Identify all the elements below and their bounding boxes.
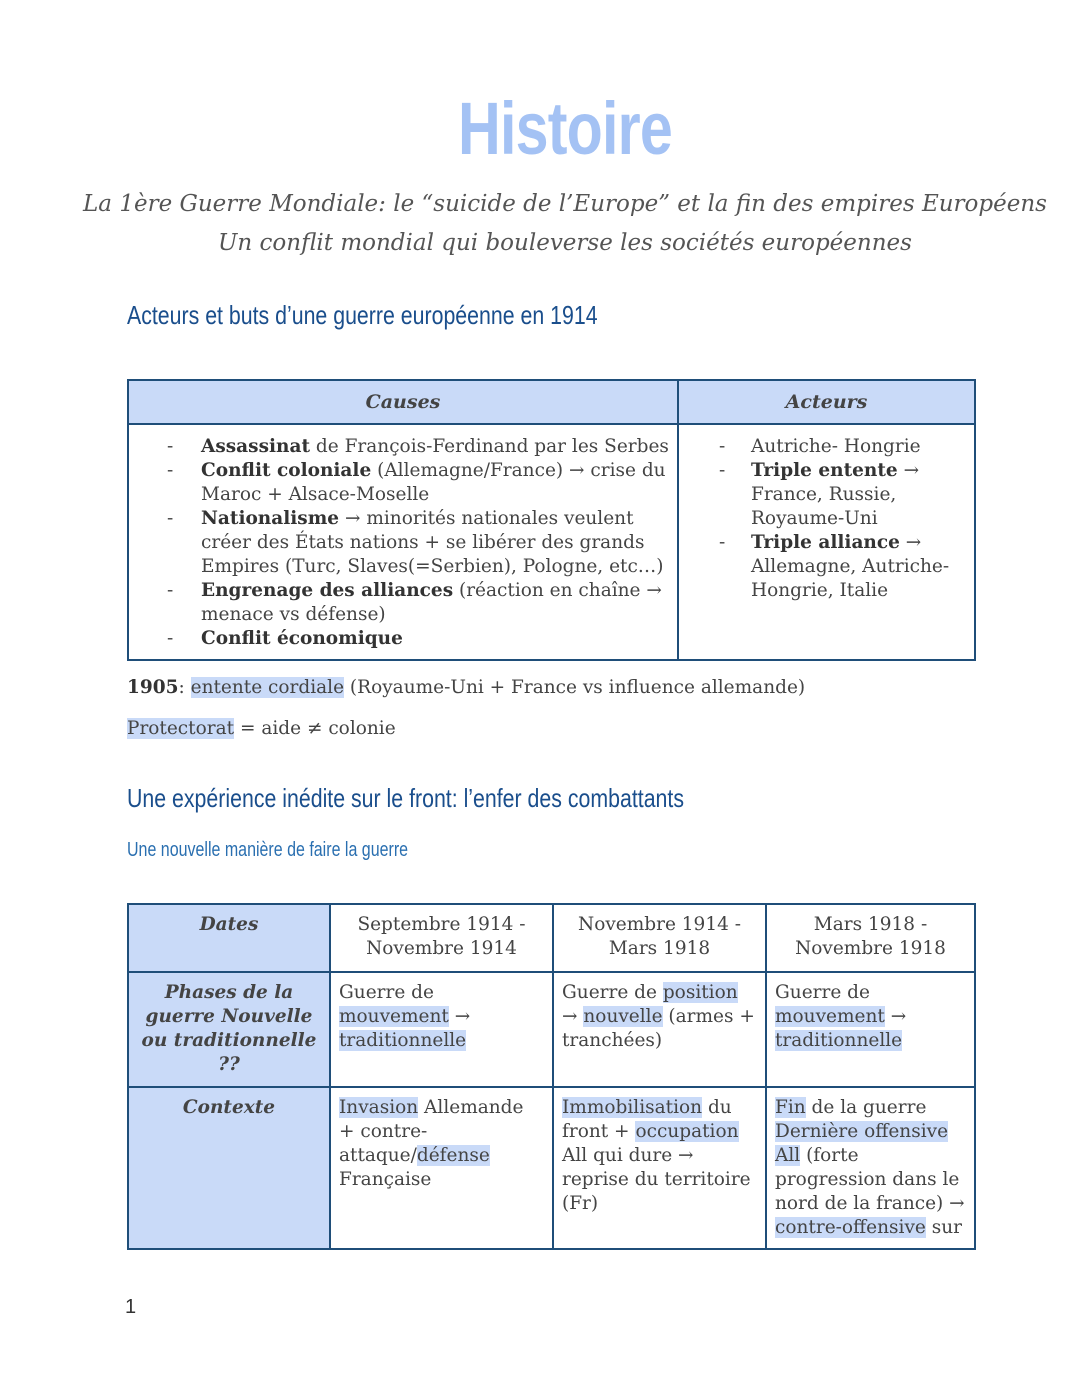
date-cell: Novembre 1914 - Mars 1918 xyxy=(553,904,766,972)
subheading-nouvelle-maniere: Une nouvelle manière de faire la guerre xyxy=(127,839,409,861)
date-cell: Mars 1918 - Novembre 1918 xyxy=(766,904,975,972)
causes-cell xyxy=(128,424,678,660)
context-cell: Invasion Allemande + contre-attaque/défense Française xyxy=(330,1087,553,1249)
acteurs-column-header: Acteurs xyxy=(678,380,975,424)
cause-item: - Nationalisme → minorités nationales veulent créer des États nations + se libérer des grands Empires (Turc, Slaves(=Serbien), Pologne, etc…) xyxy=(129,507,669,579)
date-cell: Septembre 1914 - Novembre 1914 xyxy=(330,904,553,972)
row-header-phases: Phases de la guerre Nouvelle ou traditionnelle ?? xyxy=(128,972,330,1087)
acteurs-list xyxy=(679,435,966,603)
note-protectorat: Protectorat = aide ≠ colonie xyxy=(127,718,396,739)
context-cell: Fin de la guerre Dernière offensive All (forte progression dans le nord de la france) → contre-offensive sur xyxy=(766,1087,975,1249)
row-header-contexte: Contexte xyxy=(128,1087,330,1249)
note-1905: 1905: entente cordiale (Royaume-Uni + France vs influence allemande) xyxy=(127,677,806,698)
acteur-item: - Triple alliance → Allemagne, Autriche-Hongrie, Italie xyxy=(679,531,966,603)
phase-cell: Guerre de mouvement → traditionnelle xyxy=(330,972,553,1087)
row-header-dates: Dates xyxy=(128,904,330,972)
cause-item: - Conflit coloniale (Allemagne/France) → crise du Maroc + Alsace-Moselle xyxy=(129,459,669,507)
phase-cell: Guerre de position → nouvelle (armes + tranchées) xyxy=(553,972,766,1087)
acteur-item: - Autriche- Hongrie xyxy=(679,435,966,459)
acteur-item: - Triple entente → France, Russie, Royaume-Uni xyxy=(679,459,966,531)
causes-list xyxy=(129,435,669,651)
acteurs-cell xyxy=(678,424,975,660)
page-title: Histoire xyxy=(457,87,672,170)
causes-acteurs-table xyxy=(127,379,976,661)
page-number: 1 xyxy=(125,1296,137,1318)
cause-item: - Engrenage des alliances (réaction en chaîne → menace vs défense) xyxy=(129,579,669,627)
section-heading-acteurs: Acteurs et buts d’une guerre européenne en 1914 xyxy=(127,300,598,330)
subtitle-secondary: Un conflit mondial qui bouleverse les sociétés européennes xyxy=(218,230,912,256)
phases-table xyxy=(127,903,976,1250)
cause-item: - Assassinat de François-Ferdinand par les Serbes xyxy=(129,435,669,459)
subtitle-main: La 1ère Guerre Mondiale: le “suicide de l’Europe” et la fin des empires Européens xyxy=(83,191,1047,217)
causes-column-header: Causes xyxy=(128,380,678,424)
section-heading-front: Une expérience inédite sur le front: l’enfer des combattants xyxy=(127,783,684,813)
phase-cell: Guerre de mouvement → traditionnelle xyxy=(766,972,975,1087)
cause-item: - Conflit économique xyxy=(129,627,669,651)
context-cell: Immobilisation du front + occupation All qui dure → reprise du territoire (Fr) xyxy=(553,1087,766,1249)
